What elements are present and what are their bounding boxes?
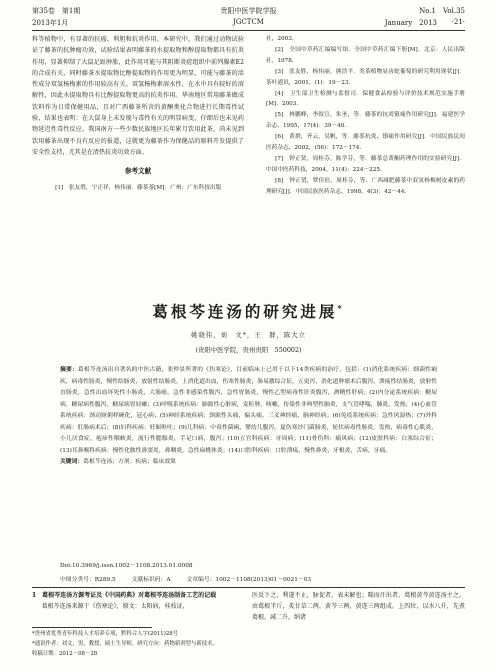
lower-right-column	[252, 590, 465, 623]
reference-item: [6] 黄群，齐云，吴帆，等．藤茶抗炎、镇痛作用研究[J]．中国民族民间医药杂志，2002，(56)：172－174.	[266, 134, 465, 152]
publication-date-en: January 2013	[384, 19, 437, 27]
reference-item: [8] 钟正贤，覃佳倍，周桂芬，等．广西减肥藤茶中双氢杨梅树皮素的药理研究[J]．中国民族医药杂志，1998，4(3)：42－44.	[266, 177, 465, 195]
article-title	[0, 300, 497, 322]
journal-name: 贵阳中医学院学报	[220, 7, 277, 15]
journal-abbrev: JGCTCM	[233, 18, 264, 26]
page-number: ·21·	[451, 18, 465, 26]
author-list: 姚晓伟，刘 文*，王 群，陈大立	[190, 331, 307, 339]
affiliation: (贵阳中医学院，贵州贵阳 550002)	[195, 346, 302, 354]
running-header-2	[32, 18, 465, 28]
running-header	[32, 6, 465, 16]
publication-date: 2013年1月	[32, 19, 69, 27]
abstract	[60, 365, 437, 469]
doi-line: Doi:10.3969/j.issn.1002－1108.2013.01.0008	[60, 563, 193, 569]
keywords-text: 葛根芩连汤；方剂；疾病；临床效果	[83, 459, 176, 465]
volume-issue-en: No.1 Vol.35	[419, 7, 465, 15]
abstract-text: 葛根芩连汤出自著名的中医古籍，张仲景所著的《伤寒论》，目前临床上已用于以下14类疾病的治疗，包括：(1)消化系统疾病：细菌性痢疾，病毒性肠炎，慢性结肠炎，放射性结肠炎，上消化道出血，伤寒性肠炎，肠易激综合征，五更泻，消化道肿瘤术后腹泻，溃疡性结肠炎，放射性直肠炎，急性出血坏死性小肠炎，大肠癌，急性非感染性腹泻，急性胃肠炎，慢性乙型病毒性肝炎腹泻，酒精性肝病；(2)内分泌系统疾病：糖尿病，糖尿病性腹泻，糖尿病胃轻瘫；(3)呼吸系统疾病：肺源性心脏病，麦粒肿，咳嗽，传染性非典型性肺炎，支气管哮喘，肺炎，发热；(4)心血管系统疾病：颈动脉粥样硬化，冠心病；(5)神经系统疾病：颈源性头痛，偏头痛，三叉神经痛，脑神经病；(6)免疫系统疾病：急性风湿热；(7)外科疾病：肛肠病术后；(8)妇科疾病：妊娠呕吐；(9)儿科病：中毒性菌痢，婴幼儿腹泻，夏伤寒沙门菌肠炎，轮状病毒性肠炎，发热，病毒性心肌炎，小儿厌食症，疱疹性咽峡炎，流行性腮腺炎，手足口病，腹泻；(10)五官科疾病：牙周病；(11)骨伤科：痛风病；(12)皮肤科病：白塞综合征；(13)耳鼻喉科疾病：慢性化脓性鼻窦炎，鼻咽炎，急性扁桃体炎；(14)口腔科疾病：口腔溃疡，慢性鼻炎，牙根炎，舌病，牙痛。	[60, 367, 437, 454]
body-paragraph: 葛根芩连汤来源于《伤寒论》，原文：太阳病，桂枝证，	[41, 603, 189, 610]
lower-left-column	[32, 590, 244, 612]
reference-item: [4] 卫生部卫生检测与监督司．保健食品检验与评价技术规范实施手册[M]．2003.	[266, 90, 465, 108]
article-number: 文章编号：1002－1108(2013)01－0021－03	[186, 577, 312, 583]
section-heading: 1 葛根芩连汤方源考证及《中国药典》对葛根芩连汤制备工艺的记载	[32, 592, 217, 599]
body-paragraph: 医反下之，利遂不止，脉促者，表未解也；喘而汗出者，葛根黄芩黄连汤主之。由葛根半斤，炙甘草二两，黄芩三两，黄连三两组成。上四位，以水八升，先煮葛根，减二升，纳诸	[252, 592, 465, 621]
funding-note: *贵州省优秀青年科技人才培养专项，黔科合人字(2011)28号	[32, 631, 179, 637]
keywords-label: 关键词：	[60, 459, 84, 465]
abstract-label: 摘要：	[60, 367, 78, 373]
right-column	[252, 34, 465, 198]
references-heading: 参考文献	[124, 167, 152, 176]
keywords	[60, 457, 437, 469]
abstract-rule	[32, 587, 465, 588]
reference-item: [2] 全国中草药汇编编写组．全国中草药汇编下册[M]．北京：人民出版社，1978.	[266, 46, 465, 64]
corresponding-author-note: *通讯作者：刘文，男，教授，硕士生导师，研究方向：药物新剂型与新技术。	[32, 640, 218, 647]
document-code: 文献标识码：A	[131, 577, 171, 583]
classification-line	[60, 574, 437, 583]
clc-number: 中图分类号：R289.5	[60, 577, 116, 583]
left-column	[32, 34, 244, 193]
volume-issue: 第35卷 第1期	[32, 7, 81, 15]
title-footnote-mark: *	[337, 302, 345, 313]
reference-item: [3] 张友胜，杨伟丽，熊浩平．类茶植物显齿蛇葡萄的研究利用现状[J]．茶叶通讯，2001，(1)：19－23.	[266, 68, 465, 86]
reference-item: [5] 林鹏峰，李叙宣，朱圣，等．藤茶的抗炎镇痛作用研究[J]．福建医学杂志，1995，17(4)：39－40.	[266, 112, 465, 130]
reference-item: 社，2003.	[266, 36, 294, 42]
footnotes	[32, 630, 282, 659]
footnote-rule	[32, 627, 152, 628]
received-date: 收稿日期：2012－08－28	[32, 650, 98, 657]
header-rule	[32, 30, 465, 31]
reference-item: [1] 张友胜，宁正祥，杨伟丽．藤茶茶[M]．广州：广东科技出版	[55, 184, 222, 191]
body-paragraph: 科等植物中，有显著的抗癌、利胆和抗炎作用。本研究中，我们通过动物试验证了藤茶的抗肿瘤功效，试验结果表明藤茶的水提取物和醇提取物都具有抗炎作用，显著抑制了大鼠足趾肿胀，此作用可能与其阻断炎症组织中前列腺素E2的合成有关，同时藤茶水提取物比醇提取物的作用更为明显，可能与藤茶的活性成分双氢杨梅素的作用较高有关。双氢杨梅素溶水性，在水中具有较好的溶解性，因此水提取物具有比醇提取物更高的抗炎作用。华南地区常用藤茶做成饮料作为日常保健用品，且对广西藤茶所含的黄酮类化合物进行长期毒性试验，结果也表明：在大鼠身上未发现与毒性有关的明显病变，仔细后也未见药物延迟性毒性反应。我国南方一些少数民族地区长年累月饮用此茶，尚未见到饮用藤茶出现不良有反应的报道，这就更为藤茶作为保健品的原料开发提供了安全性支持，尤其是在清热抗炎功效方面。	[32, 36, 244, 156]
article-title-text: 葛根芩连汤的研究进展	[152, 302, 338, 321]
reference-item: [7] 钟正贤，周桂芬，陈学芬，等．藤茶总黄酮药理作用的实验研究[J]．中国中医药科技，2004，11(4)：224－225.	[266, 155, 465, 173]
